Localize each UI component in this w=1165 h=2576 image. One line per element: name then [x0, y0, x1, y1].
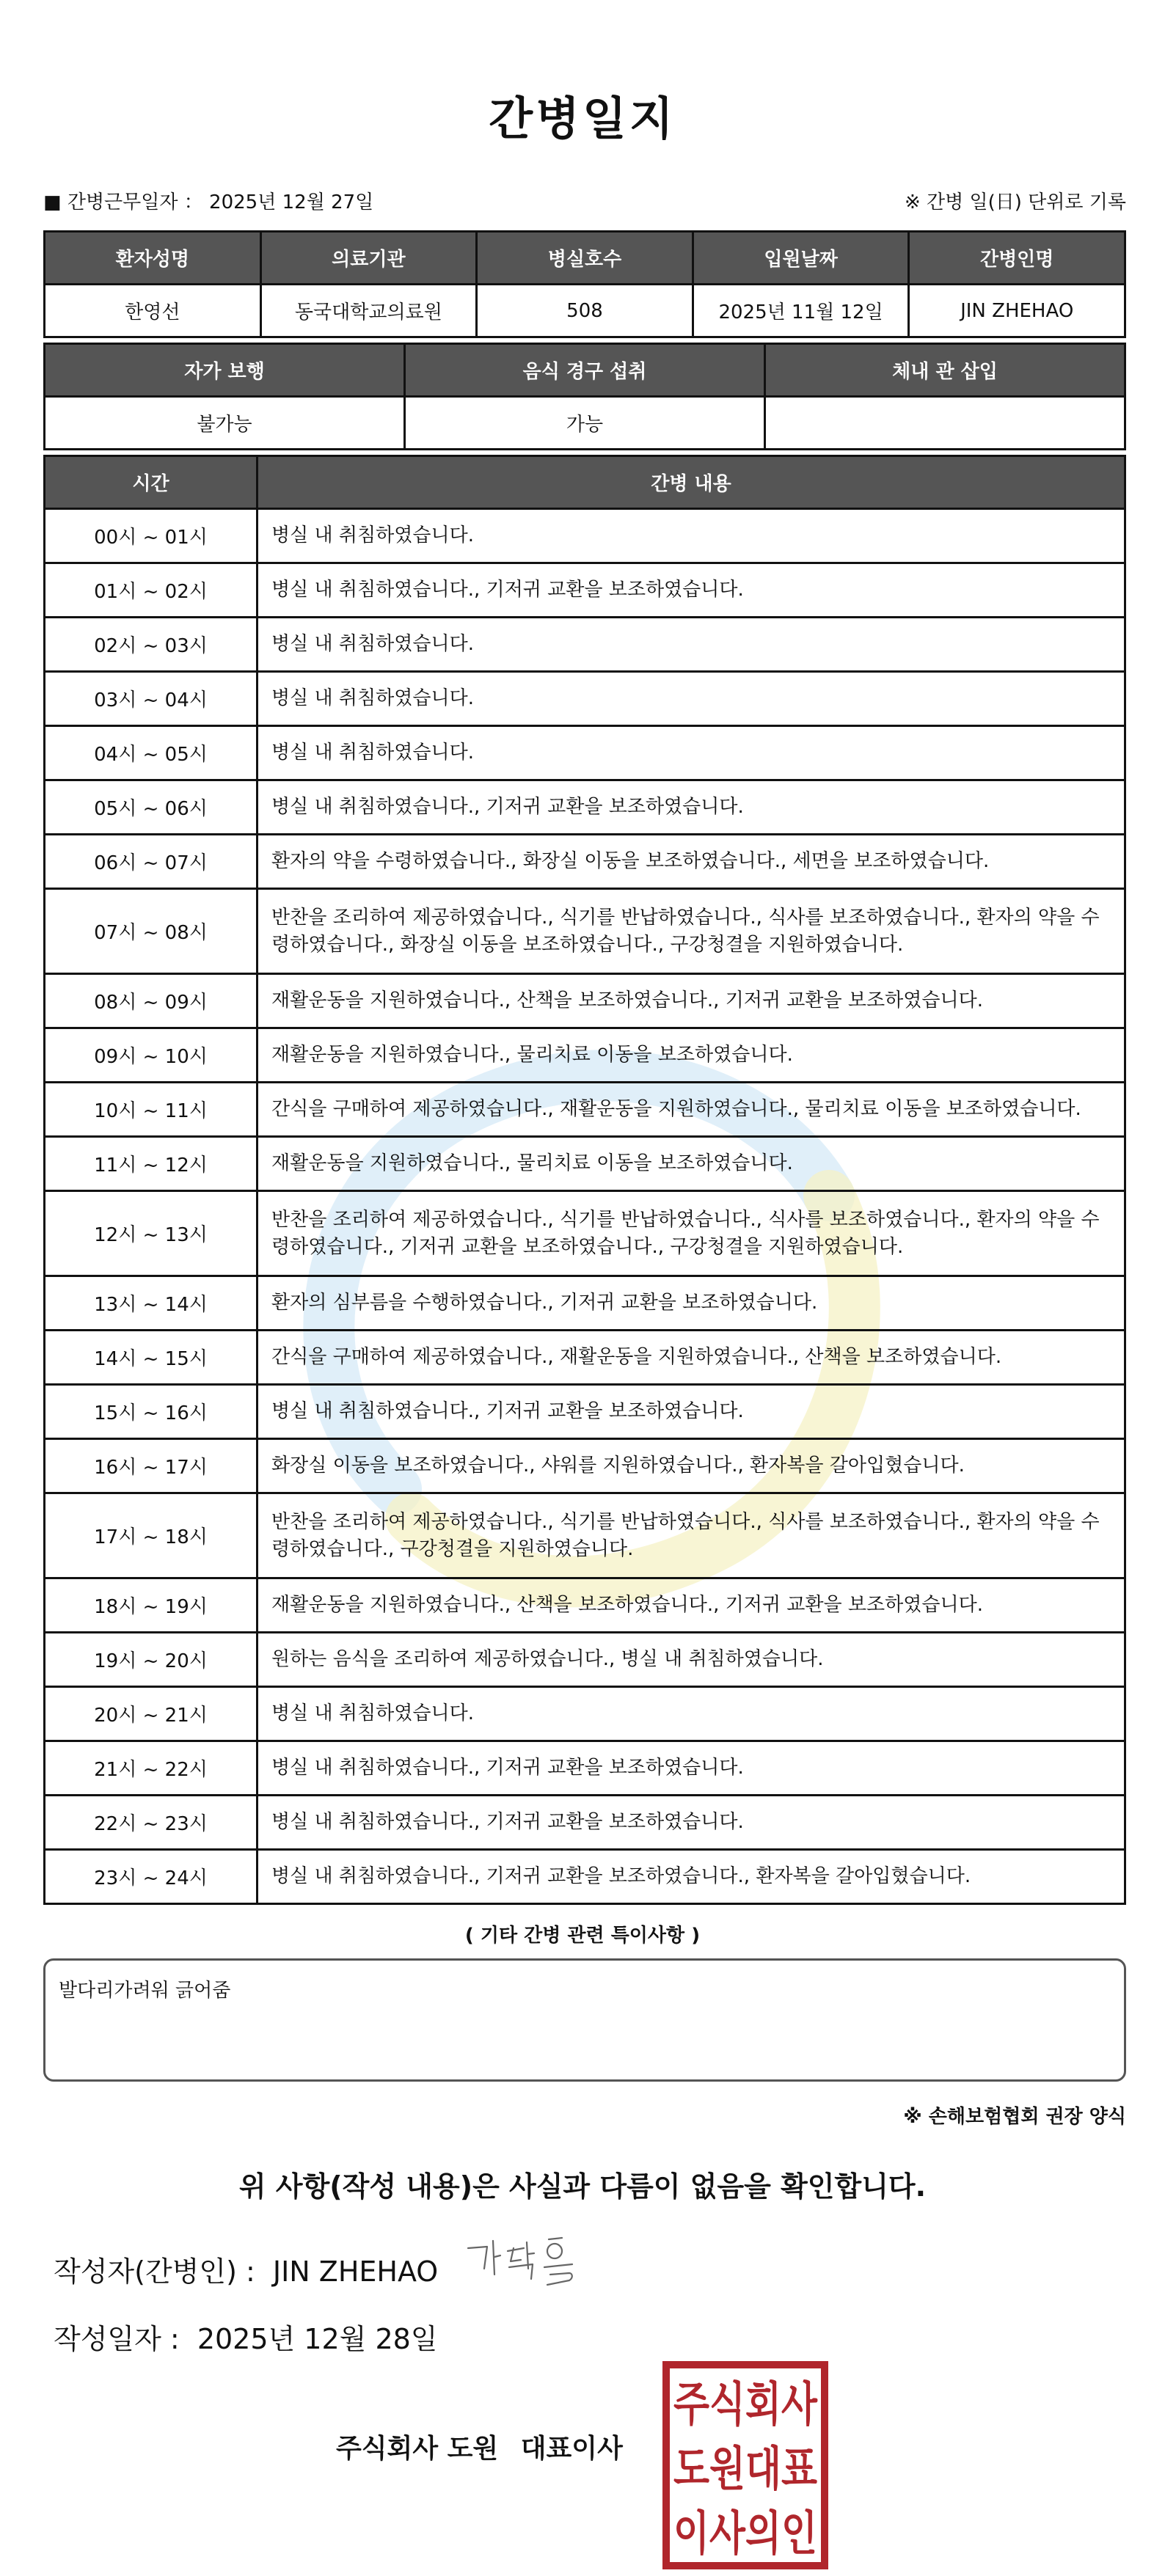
notes-box: [43, 1958, 1126, 2082]
log-time: 20시 ~ 21시: [45, 1687, 258, 1741]
log-content: 반찬을 조리하여 제공하였습니다., 식기를 반납하였습니다., 식사를 보조하였습니다., 환자의 약을 수령하였습니다., 화장실 이동을 보조하였습니다., 구강청결을 지원하였습니다.: [258, 889, 1125, 974]
table-row: [45, 1687, 1125, 1741]
header-oral-intake: 음식 경구 섭취: [405, 344, 765, 397]
date-label: 작성일자 :: [54, 2323, 180, 2355]
company-seal-stamp: [662, 2360, 829, 2570]
log-content: 간식을 구매하여 제공하였습니다., 재활운동을 지원하였습니다., 물리치료 이동을 보조하였습니다.: [258, 1083, 1125, 1137]
svg-text:주식회사: 주식회사: [673, 2378, 818, 2432]
log-time: 15시 ~ 16시: [45, 1385, 258, 1439]
log-time: 13시 ~ 14시: [45, 1276, 258, 1331]
log-time: 22시 ~ 23시: [45, 1796, 258, 1850]
table-row: [45, 726, 1125, 780]
log-content: 병실 내 취침하였습니다.: [258, 509, 1125, 563]
log-time: 06시 ~ 07시: [45, 835, 258, 889]
log-content: 원하는 음식을 조리하여 제공하였습니다., 병실 내 취침하였습니다.: [258, 1633, 1125, 1687]
log-time: 16시 ~ 17시: [45, 1439, 258, 1493]
log-time: 14시 ~ 15시: [45, 1331, 258, 1385]
svg-text:이사의인: 이사의인: [673, 2507, 817, 2561]
log-time: 12시 ~ 13시: [45, 1191, 258, 1276]
log-content: 재활운동을 지원하였습니다., 산책을 보조하였습니다., 기저귀 교환을 보조하였습니다.: [258, 974, 1125, 1028]
notes-text: 발다리가려워 긁어줌: [59, 1980, 231, 2002]
header-hospital: 의료기관: [260, 232, 477, 285]
header-admission-date: 입원날짜: [693, 232, 909, 285]
table-row: [45, 1385, 1125, 1439]
notes-label: ( 기타 간병 관련 특이사항 ): [464, 1925, 701, 1947]
patient-info-table: [43, 230, 1126, 338]
oral-intake-status: 가능: [405, 397, 765, 450]
log-content: 병실 내 취침하였습니다., 기저귀 교환을 보조하였습니다.: [258, 563, 1125, 618]
table-row: [45, 1137, 1125, 1191]
confirmation-statement: 위 사항(작성 내용)은 사실과 다름이 없음을 확인합니다.: [238, 2170, 927, 2203]
log-time: 04시 ~ 05시: [45, 726, 258, 780]
header-tube: 체내 관 삽입: [765, 344, 1125, 397]
header-care-content: 간병 내용: [258, 456, 1125, 509]
date-value: 2025년 12월 28일: [197, 2323, 438, 2355]
svg-text:도원대표: 도원대표: [673, 2443, 818, 2497]
table-row: [45, 563, 1125, 618]
log-content: 환자의 약을 수령하였습니다., 화장실 이동을 보조하였습니다., 세면을 보조하였습니다.: [258, 835, 1125, 889]
log-content: 반찬을 조리하여 제공하였습니다., 식기를 반납하였습니다., 식사를 보조하였습니다., 환자의 약을 수령하였습니다., 구강청결을 지원하였습니다.: [258, 1493, 1125, 1578]
table-row: [45, 1493, 1125, 1578]
writer-label: 작성자(간병인) :: [54, 2255, 255, 2288]
table-row: [45, 780, 1125, 835]
table-row: [45, 618, 1125, 672]
log-time: 03시 ~ 04시: [45, 672, 258, 726]
writer-line: [54, 2249, 447, 2289]
header-patient-name: 환자성명: [45, 232, 261, 285]
log-time: 00시 ~ 01시: [45, 509, 258, 563]
table-row: [45, 974, 1125, 1028]
header-room: 병실호수: [477, 232, 693, 285]
table-row: [45, 1191, 1125, 1276]
log-time: 09시 ~ 10시: [45, 1028, 258, 1083]
log-content: 병실 내 취침하였습니다., 기저귀 교환을 보조하였습니다.: [258, 780, 1125, 835]
log-content: 병실 내 취침하였습니다.: [258, 618, 1125, 672]
log-time: 07시 ~ 08시: [45, 889, 258, 974]
log-content: 병실 내 취침하였습니다., 기저귀 교환을 보조하였습니다.: [258, 1796, 1125, 1850]
log-time: 11시 ~ 12시: [45, 1137, 258, 1191]
table-row: [45, 1276, 1125, 1331]
patient-status-table: [43, 343, 1126, 450]
table-row: [45, 1578, 1125, 1633]
table-row: [45, 1850, 1125, 1904]
log-content: 병실 내 취침하였습니다., 기저귀 교환을 보조하였습니다.: [258, 1385, 1125, 1439]
care-log-table: [43, 455, 1126, 1905]
table-row: [45, 835, 1125, 889]
log-time: 18시 ~ 19시: [45, 1578, 258, 1633]
log-time: 23시 ~ 24시: [45, 1850, 258, 1904]
handwritten-signature: [462, 2226, 594, 2299]
work-date: ■ 간병근무일자 ： 2025년 12월 27일: [43, 191, 374, 213]
table-row: [45, 509, 1125, 563]
care-log-body: [45, 509, 1125, 1904]
company-line: [336, 2428, 636, 2465]
log-content: 병실 내 취침하였습니다.: [258, 726, 1125, 780]
caregiver-name: JIN ZHEHAO: [909, 285, 1125, 337]
room-number: 508: [477, 285, 693, 337]
table-row: [45, 1083, 1125, 1137]
company-name: 주식회사 도원: [336, 2434, 499, 2464]
table-row: [45, 1633, 1125, 1687]
log-time: 17시 ~ 18시: [45, 1493, 258, 1578]
hospital-name: 동국대학교의료원: [260, 285, 477, 337]
admission-date: 2025년 11월 12일: [693, 285, 909, 337]
header-walking: 자가 보행: [45, 344, 405, 397]
company-title: 대표이사: [520, 2434, 623, 2464]
header-time: 시간: [45, 456, 258, 509]
log-content: 환자의 심부름을 수행하였습니다., 기저귀 교환을 보조하였습니다.: [258, 1276, 1125, 1331]
log-content: 재활운동을 지원하였습니다., 물리치료 이동을 보조하였습니다.: [258, 1137, 1125, 1191]
table-row: [45, 672, 1125, 726]
walking-status: 불가능: [45, 397, 405, 450]
log-content: 재활운동을 지원하였습니다., 물리치료 이동을 보조하였습니다.: [258, 1028, 1125, 1083]
log-time: 10시 ~ 11시: [45, 1083, 258, 1137]
table-row: [45, 1741, 1125, 1796]
patient-name: 한영선: [45, 285, 261, 337]
table-row: [45, 1028, 1125, 1083]
log-content: 병실 내 취침하였습니다.: [258, 1687, 1125, 1741]
log-content: 병실 내 취침하였습니다., 기저귀 교환을 보조하였습니다.: [258, 1741, 1125, 1796]
log-content: 병실 내 취침하였습니다., 기저귀 교환을 보조하였습니다., 환자복을 갈아입혔습니다.: [258, 1850, 1125, 1904]
log-content: 화장실 이동을 보조하였습니다., 샤워를 지원하였습니다., 환자복을 갈아입혔습니다.: [258, 1439, 1125, 1493]
record-note: ※ 간병 일(日) 단위로 기록: [904, 191, 1126, 213]
table-row: [45, 1439, 1125, 1493]
log-time: 21시 ~ 22시: [45, 1741, 258, 1796]
log-time: 05시 ~ 06시: [45, 780, 258, 835]
log-time: 01시 ~ 02시: [45, 563, 258, 618]
recommend-note: ※ 손해보험협회 권장 양식: [903, 2106, 1126, 2128]
date-line: [54, 2316, 447, 2357]
meta-row: [43, 187, 1126, 216]
table-row: [45, 1796, 1125, 1850]
writer-name: JIN ZHEHAO: [272, 2255, 439, 2288]
log-content: 반찬을 조리하여 제공하였습니다., 식기를 반납하였습니다., 식사를 보조하였습니다., 환자의 약을 수령하였습니다., 기저귀 교환을 보조하였습니다., 구강청결을 지원하였습니다.: [258, 1191, 1125, 1276]
table-row: [45, 1331, 1125, 1385]
tube-status: [765, 397, 1125, 450]
log-time: 02시 ~ 03시: [45, 618, 258, 672]
table-row: [45, 889, 1125, 974]
log-content: 병실 내 취침하였습니다.: [258, 672, 1125, 726]
log-content: 재활운동을 지원하였습니다., 산책을 보조하였습니다., 기저귀 교환을 보조하였습니다.: [258, 1578, 1125, 1633]
log-time: 19시 ~ 20시: [45, 1633, 258, 1687]
header-caregiver-name: 간병인명: [909, 232, 1125, 285]
log-time: 08시 ~ 09시: [45, 974, 258, 1028]
log-content: 간식을 구매하여 제공하였습니다., 재활운동을 지원하였습니다., 산책을 보조하였습니다.: [258, 1331, 1125, 1385]
page-title: 간병일지: [489, 92, 676, 145]
